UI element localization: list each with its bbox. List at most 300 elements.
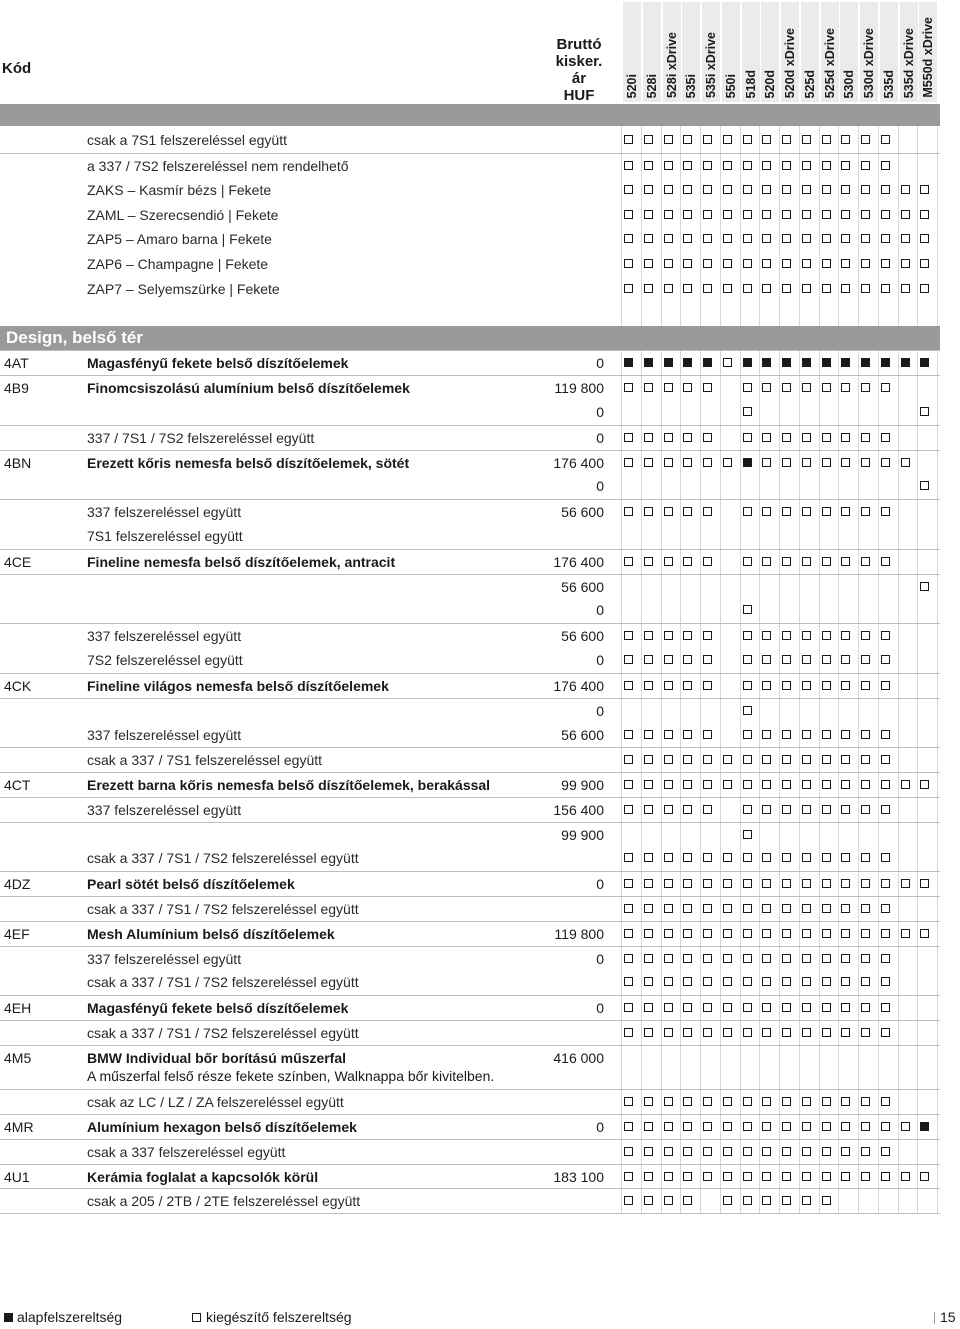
optional-marker-icon <box>901 210 910 219</box>
optional-marker-icon <box>822 1196 831 1205</box>
optional-marker-icon <box>762 1196 771 1205</box>
optional-marker-icon <box>802 1172 811 1181</box>
optional-marker-icon <box>881 853 890 862</box>
optional-marker-icon <box>624 681 633 690</box>
optional-marker-icon <box>683 135 692 144</box>
optional-marker-icon <box>762 977 771 986</box>
optional-marker-icon <box>683 1122 692 1131</box>
optional-marker-icon <box>683 161 692 170</box>
optional-marker-icon <box>644 210 653 219</box>
header-divider-bar <box>0 104 940 126</box>
optional-marker-icon <box>762 507 771 516</box>
optional-marker-icon <box>644 977 653 986</box>
optional-marker-icon <box>881 1003 890 1012</box>
optional-marker-icon <box>822 1172 831 1181</box>
optional-marker-icon <box>861 1097 870 1106</box>
option-price: 0 <box>596 478 604 494</box>
model-header <box>722 2 740 102</box>
optional-marker-icon <box>743 210 752 219</box>
optional-marker-icon <box>901 234 910 243</box>
optional-marker-icon <box>762 730 771 739</box>
table-row <box>0 1020 940 1045</box>
optional-marker-icon <box>664 1003 673 1012</box>
optional-marker-icon <box>802 234 811 243</box>
optional-marker-icon <box>664 977 673 986</box>
optional-marker-icon <box>743 1028 752 1037</box>
optional-marker-icon <box>881 631 890 640</box>
optional-marker-icon <box>822 161 831 170</box>
option-description: a 337 / 7S2 felszereléssel nem rendelhető <box>87 158 349 174</box>
optional-marker-icon <box>743 631 752 640</box>
optional-marker-icon <box>664 210 673 219</box>
optional-marker-icon <box>841 507 850 516</box>
model-header-label: 518d <box>743 69 758 98</box>
optional-marker-icon <box>920 582 929 591</box>
optional-marker-icon <box>881 655 890 664</box>
optional-marker-icon <box>802 1147 811 1156</box>
optional-marker-icon <box>644 234 653 243</box>
model-header-label: 528i xDrive <box>664 31 679 98</box>
optional-marker-icon <box>703 1003 712 1012</box>
optional-marker-icon <box>683 879 692 888</box>
option-description: Erezett kőris nemesfa belső díszítőelemek, sötét <box>87 455 410 471</box>
optional-marker-icon <box>782 681 791 690</box>
standard-marker-icon <box>624 358 633 367</box>
optional-marker-icon <box>861 853 870 862</box>
optional-marker-icon <box>861 557 870 566</box>
option-description: csak a 337 / 7S1 / 7S2 felszereléssel együtt <box>87 850 359 866</box>
optional-marker-icon <box>782 1097 791 1106</box>
optional-marker-icon <box>762 853 771 862</box>
optional-marker-icon <box>683 631 692 640</box>
optional-marker-icon <box>881 879 890 888</box>
optional-marker-icon <box>822 284 831 293</box>
table-row <box>0 772 940 797</box>
optional-marker-icon <box>881 1028 890 1037</box>
page-number-divider <box>934 1312 935 1324</box>
table-row <box>0 203 940 227</box>
option-price: 56 600 <box>561 579 604 595</box>
optional-marker-icon <box>664 879 673 888</box>
optional-marker-icon <box>624 1196 633 1205</box>
optional-marker-icon <box>861 977 870 986</box>
optional-marker-icon <box>624 284 633 293</box>
optional-marker-icon <box>644 904 653 913</box>
option-code: 4EH <box>4 1000 32 1016</box>
optional-marker-icon <box>664 135 673 144</box>
standard-marker-icon <box>743 458 752 467</box>
model-header <box>880 2 898 102</box>
optional-marker-icon <box>664 234 673 243</box>
table-row <box>0 723 940 747</box>
optional-marker-icon <box>703 655 712 664</box>
optional-marker-icon <box>822 904 831 913</box>
section-header <box>0 326 940 350</box>
optional-marker-icon <box>624 805 633 814</box>
optional-marker-icon <box>664 929 673 938</box>
optional-marker-icon <box>762 1122 771 1131</box>
optional-marker-icon <box>822 135 831 144</box>
table-row <box>0 1139 940 1164</box>
optional-marker-icon <box>683 1172 692 1181</box>
optional-marker-icon <box>881 557 890 566</box>
optional-marker-icon <box>683 458 692 467</box>
optional-marker-icon <box>802 1196 811 1205</box>
optional-marker-icon <box>624 458 633 467</box>
optional-marker-icon <box>861 755 870 764</box>
optional-marker-icon <box>743 853 752 862</box>
optional-marker-icon <box>644 730 653 739</box>
optional-marker-icon <box>861 161 870 170</box>
optional-marker-icon <box>624 1122 633 1131</box>
optional-marker-icon <box>881 904 890 913</box>
optional-marker-icon <box>881 433 890 442</box>
optional-marker-icon <box>703 755 712 764</box>
model-header <box>682 2 700 102</box>
page-number: 15 <box>940 1309 956 1325</box>
optional-marker-icon <box>723 161 732 170</box>
model-header-label: 530d <box>842 69 857 98</box>
optional-marker-icon <box>703 730 712 739</box>
option-price: 119 800 <box>554 926 604 942</box>
optional-marker-icon <box>644 879 653 888</box>
standard-marker-icon <box>683 358 692 367</box>
optional-marker-icon <box>703 929 712 938</box>
optional-marker-icon <box>762 631 771 640</box>
optional-marker-icon <box>901 879 910 888</box>
optional-marker-icon <box>624 1003 633 1012</box>
option-price: 0 <box>596 951 604 967</box>
model-header <box>781 2 799 102</box>
optional-marker-icon <box>822 805 831 814</box>
optional-marker-icon <box>703 234 712 243</box>
optional-marker-icon <box>782 853 791 862</box>
option-price: 99 900 <box>561 827 604 843</box>
optional-marker-icon <box>841 904 850 913</box>
optional-marker-icon <box>624 1147 633 1156</box>
optional-marker-icon <box>703 1028 712 1037</box>
optional-marker-icon <box>664 383 673 392</box>
option-code: 4BN <box>4 455 32 471</box>
optional-marker-icon <box>841 433 850 442</box>
optional-marker-icon <box>723 1097 732 1106</box>
optional-marker-icon <box>782 1172 791 1181</box>
table-row <box>0 921 940 946</box>
optional-marker-icon <box>624 929 633 938</box>
optional-marker-icon <box>920 929 929 938</box>
optional-marker-icon <box>743 1196 752 1205</box>
optional-marker-icon <box>644 1172 653 1181</box>
optional-marker-icon <box>743 954 752 963</box>
optional-marker-icon <box>762 234 771 243</box>
optional-equipment-icon <box>192 1313 201 1322</box>
table-row <box>0 350 940 375</box>
optional-marker-icon <box>782 284 791 293</box>
optional-marker-icon <box>822 234 831 243</box>
optional-marker-icon <box>683 1028 692 1037</box>
optional-marker-icon <box>703 210 712 219</box>
optional-marker-icon <box>723 135 732 144</box>
legend-standard-label: alapfelszereltség <box>17 1309 123 1325</box>
optional-marker-icon <box>762 879 771 888</box>
table-row <box>0 474 940 498</box>
model-header-label: 535i <box>684 73 699 98</box>
optional-marker-icon <box>683 681 692 690</box>
optional-marker-icon <box>802 1122 811 1131</box>
optional-marker-icon <box>743 383 752 392</box>
optional-marker-icon <box>901 1172 910 1181</box>
optional-marker-icon <box>802 259 811 268</box>
optional-marker-icon <box>762 1028 771 1037</box>
optional-marker-icon <box>624 433 633 442</box>
optional-marker-icon <box>841 135 850 144</box>
optional-marker-icon <box>624 755 633 764</box>
optional-marker-icon <box>723 1196 732 1205</box>
optional-marker-icon <box>743 929 752 938</box>
optional-marker-icon <box>644 853 653 862</box>
optional-marker-icon <box>822 681 831 690</box>
optional-marker-icon <box>802 805 811 814</box>
optional-marker-icon <box>822 259 831 268</box>
optional-marker-icon <box>743 557 752 566</box>
optional-marker-icon <box>782 210 791 219</box>
optional-marker-icon <box>644 1147 653 1156</box>
standard-marker-icon <box>841 358 850 367</box>
optional-marker-icon <box>644 557 653 566</box>
optional-marker-icon <box>802 458 811 467</box>
option-price: 56 600 <box>561 504 604 520</box>
model-header <box>761 2 779 102</box>
optional-marker-icon <box>624 1097 633 1106</box>
optional-marker-icon <box>664 631 673 640</box>
optional-marker-icon <box>703 185 712 194</box>
model-header <box>860 2 878 102</box>
optional-marker-icon <box>664 755 673 764</box>
option-price: 119 800 <box>554 380 604 396</box>
option-code: 4DZ <box>4 876 31 892</box>
optional-marker-icon <box>644 681 653 690</box>
optional-marker-icon <box>743 830 752 839</box>
optional-marker-icon <box>920 407 929 416</box>
optional-marker-icon <box>703 1097 712 1106</box>
optional-marker-icon <box>703 954 712 963</box>
option-description: csak a 337 felszereléssel együtt <box>87 1144 286 1160</box>
optional-marker-icon <box>861 780 870 789</box>
option-price: 0 <box>596 602 604 618</box>
optional-marker-icon <box>881 210 890 219</box>
optional-marker-icon <box>782 433 791 442</box>
optional-marker-icon <box>624 904 633 913</box>
option-description: csak a 205 / 2TB / 2TE felszereléssel együtt <box>87 1193 361 1209</box>
option-description: 337 felszereléssel együtt <box>87 951 242 967</box>
optional-marker-icon <box>822 1028 831 1037</box>
optional-marker-icon <box>782 929 791 938</box>
optional-marker-icon <box>782 234 791 243</box>
optional-marker-icon <box>762 1097 771 1106</box>
optional-marker-icon <box>664 284 673 293</box>
model-header <box>919 2 937 102</box>
optional-marker-icon <box>703 383 712 392</box>
optional-marker-icon <box>703 1122 712 1131</box>
optional-marker-icon <box>743 605 752 614</box>
optional-marker-icon <box>802 929 811 938</box>
optional-marker-icon <box>683 730 692 739</box>
optional-marker-icon <box>841 1028 850 1037</box>
model-header-label: 530d xDrive <box>862 27 876 98</box>
table-row <box>0 227 940 251</box>
table-row <box>0 846 940 870</box>
option-price: 176 400 <box>553 678 604 694</box>
option-code: 4B9 <box>4 380 29 396</box>
optional-marker-icon <box>644 433 653 442</box>
optional-marker-icon <box>782 631 791 640</box>
optional-marker-icon <box>743 407 752 416</box>
optional-marker-icon <box>841 234 850 243</box>
model-header <box>840 2 858 102</box>
optional-marker-icon <box>920 259 929 268</box>
optional-marker-icon <box>841 1003 850 1012</box>
optional-marker-icon <box>802 185 811 194</box>
optional-marker-icon <box>762 805 771 814</box>
table-row <box>0 549 940 574</box>
optional-marker-icon <box>723 954 732 963</box>
optional-marker-icon <box>743 234 752 243</box>
optional-marker-icon <box>743 977 752 986</box>
optional-marker-icon <box>723 1003 732 1012</box>
option-code: 4CE <box>4 554 32 570</box>
optional-marker-icon <box>782 1147 791 1156</box>
optional-marker-icon <box>802 755 811 764</box>
optional-marker-icon <box>723 879 732 888</box>
optional-marker-icon <box>703 977 712 986</box>
option-note: A műszerfal felső része fekete színben, Walknappa bőr kivitelben. <box>87 1068 495 1084</box>
option-description: Pearl sötét belső díszítőelemek <box>87 876 295 892</box>
table-row <box>0 797 940 822</box>
model-header <box>663 2 681 102</box>
option-code: 4EF <box>4 926 30 942</box>
option-description: Fineline nemesfa belső díszítőelemek, antracit <box>87 554 396 570</box>
optional-marker-icon <box>802 853 811 862</box>
optional-marker-icon <box>723 1028 732 1037</box>
option-description: 337 felszereléssel együtt <box>87 504 242 520</box>
optional-marker-icon <box>822 853 831 862</box>
optional-marker-icon <box>881 929 890 938</box>
optional-marker-icon <box>743 706 752 715</box>
option-description: Fineline világos nemesfa belső díszítőelemek <box>87 678 389 694</box>
model-header-label: 525d xDrive <box>822 27 837 98</box>
optional-marker-icon <box>782 1028 791 1037</box>
optional-marker-icon <box>822 730 831 739</box>
optional-marker-icon <box>782 904 791 913</box>
model-header-label: 535d xDrive <box>901 27 916 98</box>
optional-marker-icon <box>683 1003 692 1012</box>
optional-marker-icon <box>743 185 752 194</box>
optional-marker-icon <box>683 954 692 963</box>
option-description: ZAP6 – Champagne | Fekete <box>87 256 269 272</box>
table-row <box>0 1114 940 1139</box>
optional-marker-icon <box>881 383 890 392</box>
optional-marker-icon <box>901 780 910 789</box>
legend <box>0 1309 960 1329</box>
optional-marker-icon <box>802 1028 811 1037</box>
optional-marker-icon <box>822 977 831 986</box>
optional-marker-icon <box>861 954 870 963</box>
optional-marker-icon <box>802 904 811 913</box>
option-description: Alumínium hexagon belső díszítőelemek <box>87 1119 357 1135</box>
table-row <box>0 1164 940 1189</box>
optional-marker-icon <box>782 1003 791 1012</box>
optional-marker-icon <box>901 185 910 194</box>
optional-marker-icon <box>782 755 791 764</box>
optional-marker-icon <box>861 655 870 664</box>
optional-marker-icon <box>644 507 653 516</box>
optional-marker-icon <box>644 655 653 664</box>
optional-marker-icon <box>743 780 752 789</box>
table-row <box>0 375 940 400</box>
optional-marker-icon <box>664 681 673 690</box>
optional-marker-icon <box>841 954 850 963</box>
optional-marker-icon <box>723 929 732 938</box>
standard-marker-icon <box>762 358 771 367</box>
optional-marker-icon <box>822 1003 831 1012</box>
optional-marker-icon <box>762 780 771 789</box>
optional-marker-icon <box>861 210 870 219</box>
optional-marker-icon <box>644 954 653 963</box>
standard-equipment-icon <box>4 1313 13 1322</box>
option-description: 337 felszereléssel együtt <box>87 727 242 743</box>
standard-marker-icon <box>644 358 653 367</box>
optional-marker-icon <box>841 458 850 467</box>
optional-marker-icon <box>644 185 653 194</box>
optional-marker-icon <box>762 284 771 293</box>
optional-marker-icon <box>624 135 633 144</box>
optional-marker-icon <box>822 557 831 566</box>
standard-marker-icon <box>881 358 890 367</box>
table-row <box>0 822 940 847</box>
optional-marker-icon <box>664 458 673 467</box>
optional-marker-icon <box>683 1097 692 1106</box>
optional-marker-icon <box>703 507 712 516</box>
optional-marker-icon <box>762 1172 771 1181</box>
optional-marker-icon <box>802 210 811 219</box>
option-description: 7S2 felszereléssel együtt <box>87 652 243 668</box>
optional-marker-icon <box>723 358 732 367</box>
optional-marker-icon <box>762 433 771 442</box>
optional-marker-icon <box>723 1147 732 1156</box>
optional-marker-icon <box>762 904 771 913</box>
optional-marker-icon <box>723 284 732 293</box>
optional-marker-icon <box>762 458 771 467</box>
option-description: ZAP5 – Amaro barna | Fekete <box>87 231 272 247</box>
code-column-header: Kód <box>2 60 32 77</box>
optional-marker-icon <box>624 210 633 219</box>
optional-marker-icon <box>861 433 870 442</box>
optional-marker-icon <box>683 234 692 243</box>
optional-marker-icon <box>881 161 890 170</box>
optional-marker-icon <box>644 1097 653 1106</box>
optional-marker-icon <box>881 135 890 144</box>
optional-marker-icon <box>901 1122 910 1131</box>
optional-marker-icon <box>822 954 831 963</box>
optional-marker-icon <box>802 284 811 293</box>
option-code: 4CT <box>4 777 31 793</box>
optional-marker-icon <box>683 557 692 566</box>
optional-marker-icon <box>841 755 850 764</box>
optional-marker-icon <box>782 805 791 814</box>
optional-marker-icon <box>822 458 831 467</box>
optional-marker-icon <box>743 259 752 268</box>
optional-marker-icon <box>822 185 831 194</box>
